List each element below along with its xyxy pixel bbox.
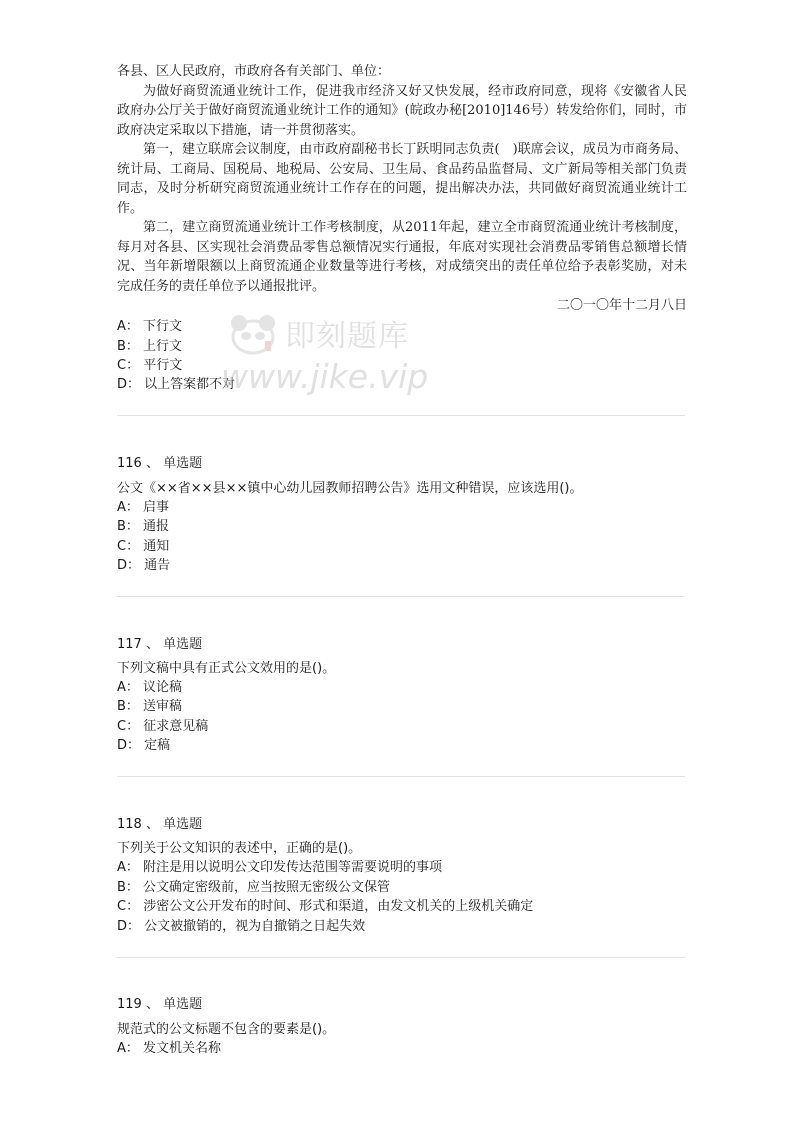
panda-logo-icon (225, 311, 281, 355)
passage-paragraph-1: 为做好商贸流通业统计工作，促进我市经济又好又快发展，经市政府同意，现将《安徽省人民政府办公厅关于做好商贸流通业统计工作的通知》(皖政办秘[2010]146号）转发给你们，同时，市政府决定采取以下措施，请一并贯彻落实。 (117, 83, 687, 138)
q115-option-a[interactable]: A： 下行文 (117, 319, 183, 334)
divider (117, 776, 685, 777)
q117-option-c[interactable]: C： 征求意见稿 (117, 719, 209, 734)
q118-text: 下列关于公文知识的表述中，正确的是()。 (117, 841, 362, 856)
watermark-brand: 即刻题库 (285, 319, 409, 354)
passage (117, 62, 687, 316)
q116-option-d[interactable]: D： 通告 (117, 558, 171, 573)
q116-text: 公文《××省××县××镇中心幼儿园教师招聘公告》选用文种错误，应该选用()。 (117, 481, 583, 496)
q116-header: 116 、 单选题 (117, 456, 203, 471)
q116-option-a[interactable]: A： 启事 (117, 500, 170, 515)
q115-option-d[interactable]: D： 以上答案都不对 (117, 377, 236, 392)
q119-header: 119 、 单选题 (117, 997, 203, 1012)
q118-option-a[interactable]: A： 附注是用以说明公文印发传达范围等需要说明的事项 (117, 860, 443, 875)
passage-paragraph-3: 第二，建立商贸流通业统计工作考核制度，从2011年起，建立全市商贸流通业统计考核制度，每月对各县、区实现社会消费品零售总额情况实行通报，年底对实现社会消费品零销售总额增长情况、当年新增限额以上商贸流通企业数量等进行考核，对成绩突出的责任单位给予表彰奖励，对未完成任务的责任单位予以通报批评。 (117, 220, 687, 294)
q117-option-a[interactable]: A： 议论稿 (117, 680, 183, 695)
passage-salutation: 各县、区人民政府，市政府各有关部门、单位： (117, 64, 391, 79)
passage-paragraph-2: 第一，建立联席会议制度，由市政府副秘书长丁跃明同志负责( )联席会议，成员为市商务局、统计局、工商局、国税局、地税局、公安局、卫生局、食品药品监督局、文广新局等相关部门负责同志，及时分析研究商贸流通业统计工作存在的问题，提出解决办法，共同做好商贸流通业统计工作。 (117, 142, 687, 216)
q115-option-c[interactable]: C： 平行文 (117, 358, 183, 373)
q115-option-b[interactable]: B： 上行文 (117, 339, 183, 354)
q117-option-d[interactable]: D： 定稿 (117, 738, 171, 753)
q118-option-b[interactable]: B： 公文确定密级前，应当按照无密级公文保管 (117, 880, 391, 895)
q117-text: 下列文稿中具有正式公文效用的是()。 (117, 661, 336, 676)
q116-option-c[interactable]: C： 通知 (117, 539, 170, 554)
divider (117, 596, 685, 597)
q117-option-b[interactable]: B： 送审稿 (117, 699, 183, 714)
divider (117, 957, 685, 958)
q118-option-d[interactable]: D： 公文被撤销的，视为自撤销之日起失效 (117, 919, 366, 934)
q118-header: 118 、 单选题 (117, 817, 203, 832)
q118-option-c[interactable]: C： 涉密公文公开发布的时间、形式和渠道，由发文机关的上级机关确定 (117, 899, 534, 914)
q116-option-b[interactable]: B： 通报 (117, 519, 170, 534)
q119-text: 规范式的公文标题不包含的要素是()。 (117, 1022, 336, 1037)
watermark-url: www.jike.vip (221, 357, 429, 396)
q117-header: 117 、 单选题 (117, 637, 203, 652)
divider (117, 415, 685, 416)
q119-option-a[interactable]: A： 发文机关名称 (117, 1041, 222, 1056)
passage-date: 二〇一〇年十二月八日 (556, 298, 687, 313)
watermark (215, 305, 429, 415)
